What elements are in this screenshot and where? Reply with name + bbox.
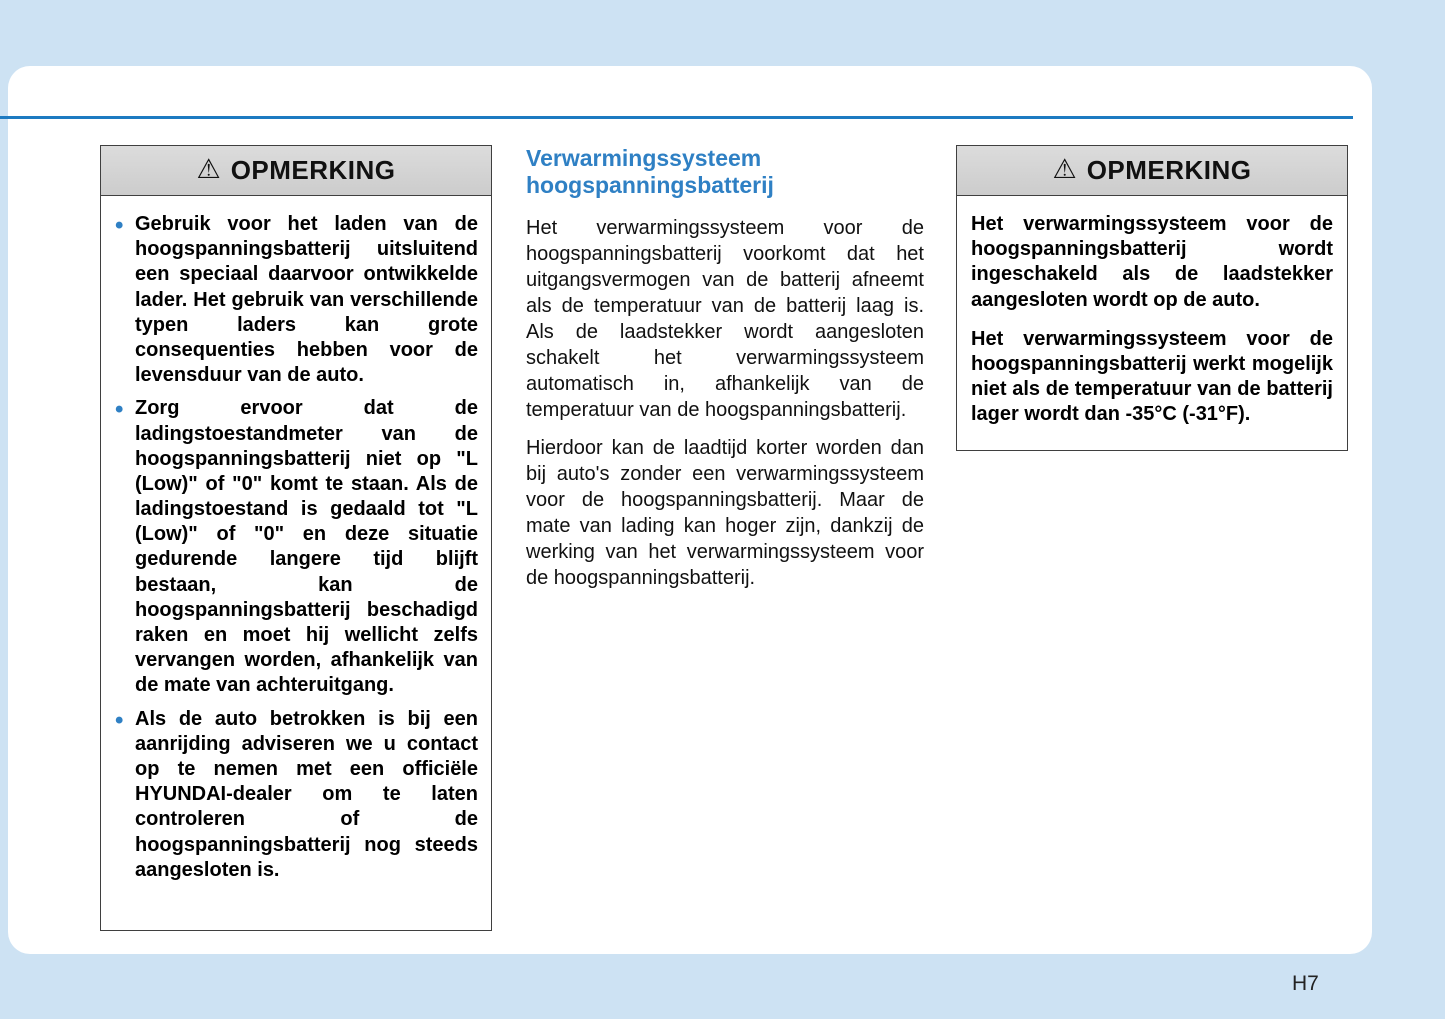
warning-icon: ⚠ (196, 154, 221, 184)
article-paragraph: Het verwarmingssysteem voor de hoogspanningsbatterij voorkomt dat het uitgangsvermogen van de batterij afneemt als de temperatuur van de batterij laag is. Als de laadstekker wordt aangesloten schakelt het verwarmingssysteem automatisch in, afhankelijk van de temperatuur van de hoogspanningsbatterij. (526, 216, 924, 421)
note-bullet (109, 396, 478, 698)
note-body (957, 196, 1347, 450)
note-paragraph: Het verwarmingssysteem voor de hoogspanningsbatterij werkt mogelijk niet als de temperatuur van de batterij lager wordt dan -35°C (-31°F). (971, 327, 1333, 426)
note-bullet (109, 212, 478, 388)
warning-icon: ⚠ (1052, 154, 1077, 184)
note-header-right (957, 146, 1347, 196)
section-heading: Verwarmingssysteem hoogspanningsbatterij (526, 145, 774, 198)
note-bullet (109, 707, 478, 883)
note-header-left (101, 146, 491, 196)
note-box-left (100, 145, 492, 931)
note-bullet-text: Als de auto betrokken is bij een aanrijding adviseren we u contact op te nemen met een officiële HYUNDAI-dealer om te laten controleren of de hoogspanningsbatterij nog steeds aangesloten is. (135, 707, 478, 881)
note-box-right (956, 145, 1348, 451)
note-title: OPMERKING (230, 155, 396, 185)
page-sheet (8, 66, 1372, 954)
note-bullet-text: Gebruik voor het laden van de hoogspanningsbatterij uitsluitend een speciaal daarvoor ontwikkelde lader. Het gebruik van verschillende typen laders kan grote consequenties hebben voor de levensduur van de auto. (135, 213, 478, 387)
note-bullet-list (101, 196, 491, 907)
article-paragraph: Hierdoor kan de laadtijd korter worden dan bij auto's zonder een verwarmingssysteem voor de hoogspanningsbatterij. Maar de mate van lading kan hoger zijn, dankzij de werking van het verwarmingssysteem voor de hoogspanningsbatterij. (526, 436, 924, 589)
note-paragraph: Het verwarmingssysteem voor de hoogspanningsbatterij wordt ingeschakeld als de laadstekker aangesloten wordt op de auto. (971, 213, 1333, 311)
note-bullet-text: Zorg ervoor dat de ladingstoestandmeter van de hoogspanningsbatterij niet op "L (Low)" of "0" komt te staan. Als de ladingstoestand is gedaald tot "L (Low)" of "0" en deze situatie gedurende langere tijd blijft bestaan, kan de hoogspanningsbatterij beschadigd raken en moet hij wellicht zelfs vervangen worden, afhankelijk van de mate van achteruitgang. (135, 397, 478, 697)
article-column (526, 145, 924, 603)
note-title: OPMERKING (1086, 155, 1252, 185)
header-rule (0, 116, 1353, 119)
page-number: H7 (1292, 972, 1319, 995)
